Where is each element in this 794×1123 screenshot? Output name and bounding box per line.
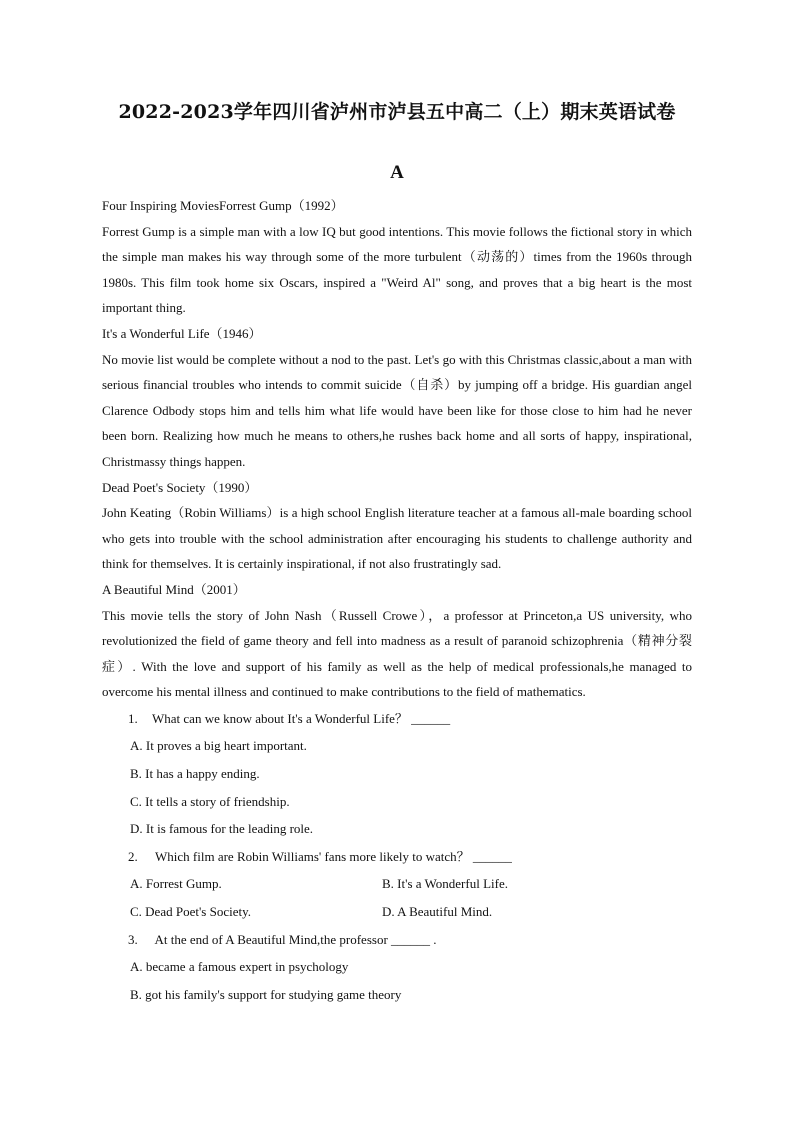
answer-option: B. It's a Wonderful Life. — [382, 876, 508, 892]
answer-option: B. got his family's support for studying game theory — [130, 986, 402, 1002]
passage-heading: A Beautiful Mind（2001） — [102, 581, 246, 597]
question-number: 1. — [128, 710, 138, 726]
question-number: 2. — [128, 848, 138, 864]
section-heading: A — [390, 162, 404, 183]
question-stem — [102, 843, 692, 871]
question-number: 3. — [128, 931, 138, 947]
answer-option: A. Forrest Gump. — [130, 876, 222, 892]
passage-heading: Four Inspiring MoviesForrest Gump（1992） — [102, 198, 344, 213]
answer-option: A. became a famous expert in psychology — [130, 959, 349, 975]
answer-option: D. A Beautiful Mind. — [382, 904, 493, 920]
passage-paragraph: No movie list would be complete without a nod to the past. Let's go with this Christmas classic,about a man with serious financial troubles who intends to commit suicide（自杀）by jumping off a bridge. His guardian angel Clarence Odbody stops him and tells him what life would have been like for those close to him had he never been born. Realizing how much he means to others,he rushes back home and all sorts of happy, inspirational, Christmassy things happen. — [102, 351, 692, 469]
question-1 — [102, 705, 692, 843]
question-2 — [102, 843, 692, 926]
answer-option: A. It proves a big heart important. — [130, 738, 307, 754]
answer-option: C. Dead Poet's Society. — [130, 904, 252, 920]
option-row — [102, 870, 692, 898]
question-stem — [102, 926, 692, 954]
answer-option: C. It tells a story of friendship. — [130, 793, 290, 809]
passage-paragraph: John Keating（Robin Williams）is a high school English literature teacher at a famous all-male boarding school who gets into trouble with the school administration after encouraging his students to challenge authority and think for themselves. It is certainly inspirational, if not also frustratingly sad. — [102, 505, 692, 572]
question-text: What can we know about It's a Wonderful Life？ ______ — [152, 710, 451, 726]
passage-heading: It's a Wonderful Life（1946） — [102, 325, 262, 341]
passage-paragraph: Forrest Gump is a simple man with a low IQ but good intentions. This movie follows the fictional story in which the simple man makes his way through some of the more turbulent（动荡的）times from the 1960s through 1980s. This film took home six Oscars, inspired a "Weird Al" song, and proves that a big heart is the most important thing. — [102, 223, 692, 316]
reading-passage — [102, 193, 692, 705]
question-3 — [102, 926, 692, 1009]
answer-option: D. It is famous for the leading role. — [130, 821, 314, 837]
question-text: Which film are Robin Williams' fans more likely to watch？ ______ — [152, 848, 512, 864]
option-row — [102, 898, 692, 926]
exam-title: 2022-2023学年四川省泸州市泸县五中高二（上）期末英语试卷 — [118, 101, 676, 123]
passage-paragraph: This movie tells the story of John Nash（Russell Crowe），a professor at Princeton,a US university, who revolutionized the field of game theory and fell into madness as a result of paranoid schizophrenia（精神分裂症）. With the love and support of his family as well as the help of medical professionals,he managed to overcome his mental illness and continued to make contributions to the field of mathematics. — [102, 607, 692, 700]
question-text: At the end of A Beautiful Mind,the professor ______ . — [152, 931, 437, 947]
exam-body — [102, 193, 692, 1008]
question-stem — [102, 705, 692, 733]
answer-option: B. It has a happy ending. — [130, 766, 260, 782]
passage-heading: Dead Poet's Society（1990） — [102, 479, 258, 495]
